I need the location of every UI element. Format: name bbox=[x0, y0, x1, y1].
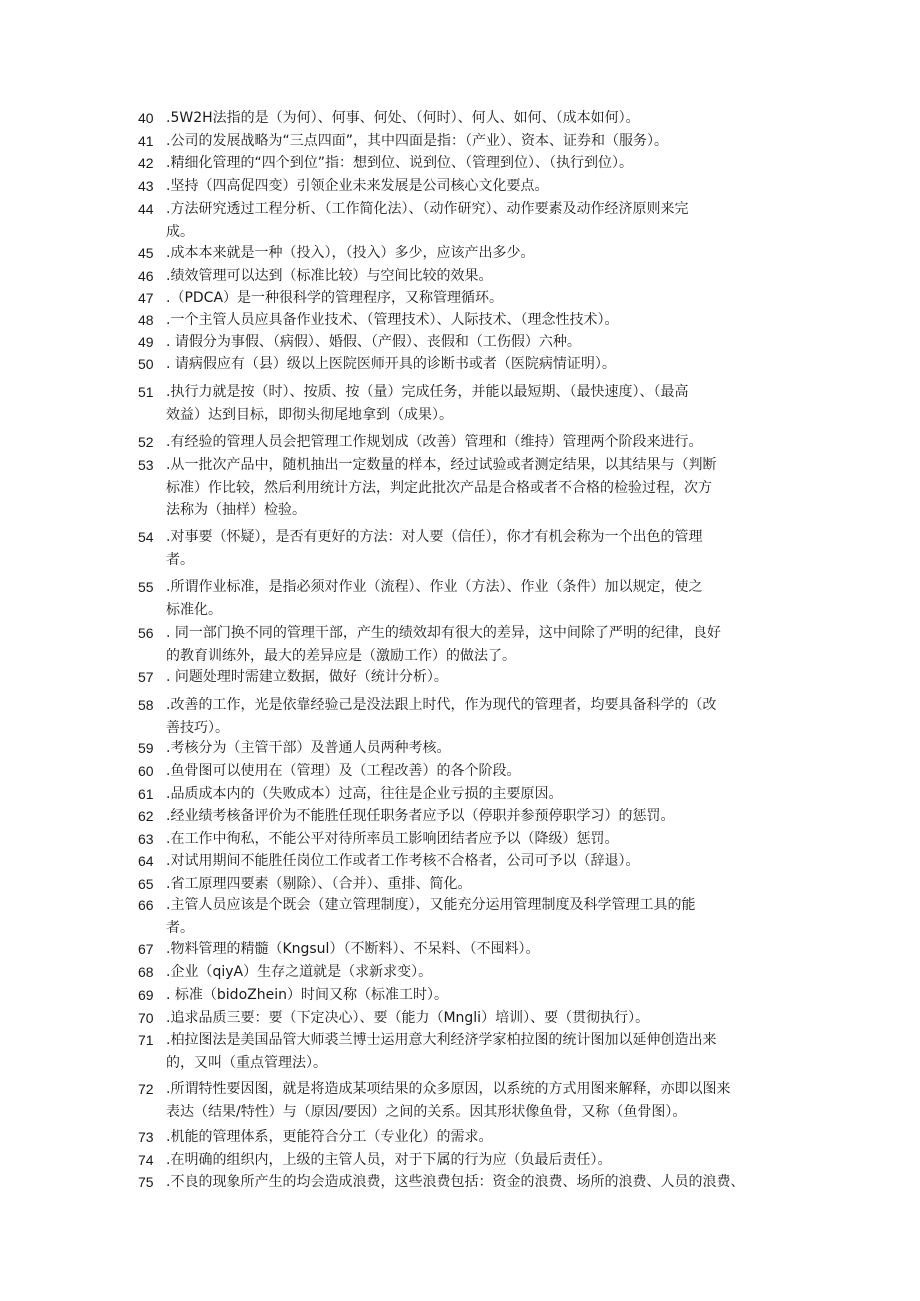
item-text: .改善的工作，光是依靠经验己是没法跟上时代，作为现代的管理者，均要具备科学的（改 善技巧）。 bbox=[166, 697, 717, 736]
item-number: 69 bbox=[138, 987, 154, 1003]
item-number: 55 bbox=[138, 579, 154, 595]
item-number: 49 bbox=[138, 334, 154, 350]
list-item bbox=[138, 984, 788, 1007]
item-text: . 请假分为事假、（病假）、婚假、（产假）、丧假和（工伤假）六种。 bbox=[166, 334, 581, 350]
item-number: 50 bbox=[138, 356, 154, 372]
list-item bbox=[138, 1078, 788, 1123]
item-text: .坚持（四高促四变）引领企业未来发展是公司核心文化要点。 bbox=[166, 178, 549, 194]
item-number: 57 bbox=[138, 669, 154, 685]
item-number: 46 bbox=[138, 268, 154, 284]
item-text: .（PDCA）是一种很科学的管理程序，又称管理循环。 bbox=[166, 290, 504, 306]
item-number: 48 bbox=[138, 312, 154, 328]
item-number: 41 bbox=[138, 133, 154, 149]
list-item bbox=[138, 576, 788, 621]
item-text: .执行力就是按（时）、按质、按（量）完成任务，并能以最短期、（最快速度）、（最高 效益）达到目标，即彻头彻尾地拿到（成果）。 bbox=[166, 384, 689, 423]
item-number: 61 bbox=[138, 786, 154, 802]
item-number: 51 bbox=[138, 384, 154, 400]
item-number: 54 bbox=[138, 529, 154, 545]
item-text: .在明确的组织内，上级的主管人员，对于下属的行为应（负最后责任）。 bbox=[166, 1152, 612, 1168]
item-number: 67 bbox=[138, 941, 154, 957]
item-number: 45 bbox=[138, 245, 154, 261]
item-number: 52 bbox=[138, 434, 154, 450]
item-number: 66 bbox=[138, 897, 154, 913]
item-text: .成本本来就是一种（投入），（投入）多少，应该产出多少。 bbox=[166, 245, 535, 261]
item-text: .柏拉图法是美国品管大师裘兰博士运用意大利经济学家柏拉图的统计图加以延伸创造出来 的，又叫（重点管理法）。 bbox=[166, 1032, 717, 1071]
item-text: .所谓作业标准，是指必须对作业（流程）、作业（方法）、作业（条件）加以规定，使之 标准化。 bbox=[166, 579, 703, 618]
item-text: .省工原理四要素（剔除）、（合并）、重排、简化。 bbox=[166, 876, 472, 892]
list-item bbox=[138, 805, 788, 828]
item-number: 73 bbox=[138, 1129, 154, 1145]
item-text: .品质成本内的（失败成本）过高，往往是企业亏损的主要原因。 bbox=[166, 786, 563, 802]
item-number: 53 bbox=[138, 457, 154, 473]
item-text: .企业（qiyA）生存之道就是（求新求变）。 bbox=[166, 964, 433, 980]
item-text: .机能的管理体系，更能符合分工（专业化）的需求。 bbox=[166, 1129, 493, 1145]
list-item bbox=[138, 431, 788, 454]
item-text: .对试用期间不能胜任岗位工作或者工作考核不合格者，公司可予以（辞退）。 bbox=[166, 853, 640, 869]
item-text: .鱼骨图可以使用在（管理）及（工程改善）的各个阶段。 bbox=[166, 763, 521, 779]
item-text: . 请病假应有（县）级以上医院医师开具的诊断书或者（医院病情证明）。 bbox=[166, 356, 616, 372]
item-number: 56 bbox=[138, 625, 154, 641]
list-item bbox=[138, 1029, 788, 1074]
list-item bbox=[138, 694, 788, 739]
list-item bbox=[138, 894, 788, 939]
list-item bbox=[138, 242, 788, 265]
item-text: .方法研究透过工程分析、（工作简化法）、（动作研究）、动作要素及动作经济原则来完 成。 bbox=[166, 201, 689, 240]
item-number: 74 bbox=[138, 1152, 154, 1168]
item-text: .不良的现象所产生的均会造成浪费，这些浪费包括：资金的浪费、场所的浪费、人员的浪费、 bbox=[166, 1174, 745, 1190]
list-item bbox=[138, 1149, 788, 1172]
list-item bbox=[138, 130, 788, 153]
item-text: .在工作中徇私，不能公平对待所率员工影响团结者应予以（降级）惩罚。 bbox=[166, 831, 619, 847]
list-item bbox=[138, 309, 788, 332]
list-item bbox=[138, 760, 788, 783]
list-item bbox=[138, 175, 788, 198]
item-number: 65 bbox=[138, 876, 154, 892]
list-item bbox=[138, 152, 788, 175]
item-text: .所谓特性要因图，就是将造成某项结果的众多原因，以系统的方式用图来解释，亦即以图来 表达（结果/特性）与（原因/要因）之间的关系。因其形状像鱼骨，又称（鱼骨图）。 bbox=[166, 1081, 731, 1120]
list-item bbox=[138, 873, 788, 896]
item-text: .追求品质三要：要（下定决心）、要（能力（Mngli）培训）、要（贯彻执行）。 bbox=[166, 1010, 650, 1026]
list-item bbox=[138, 1171, 788, 1194]
item-text: .从一批次产品中，随机抽出一定数量的样本，经过试验或者测定结果，以其结果与（判断 标准）作比较，然后利用统计方法，判定此批次产品是合格或者不合格的检验过程，次方 法称为（抽样）检验。 bbox=[166, 457, 717, 518]
item-number: 47 bbox=[138, 290, 154, 306]
list-item bbox=[138, 454, 788, 522]
list-item bbox=[138, 198, 788, 243]
item-text: .精细化管理的“四个到位”指：想到位、说到位、（管理到位）、（执行到位）。 bbox=[166, 155, 633, 171]
item-text: . 同一部门换不同的管理干部，产生的绩效却有很大的差异，这中间除了严明的纪律，良好 的教育训练外，最大的差异应是（激励工作）的做法了。 bbox=[166, 625, 721, 664]
item-text: .公司的发展战略为“三点四面”，其中四面是指：（产业）、资本、证券和（服务）。 bbox=[166, 133, 668, 149]
item-number: 75 bbox=[138, 1174, 154, 1190]
item-number: 60 bbox=[138, 763, 154, 779]
item-number: 71 bbox=[138, 1032, 154, 1048]
list-item bbox=[138, 828, 788, 851]
item-text: .绩效管理可以达到（标准比较）与空间比较的效果。 bbox=[166, 268, 493, 284]
list-item bbox=[138, 1126, 788, 1149]
item-text: .考核分为（主管干部）及普通人员两种考核。 bbox=[166, 740, 451, 756]
list-item bbox=[138, 107, 788, 130]
list-item bbox=[138, 783, 788, 806]
list-item bbox=[138, 381, 788, 426]
item-number: 63 bbox=[138, 831, 154, 847]
item-number: 59 bbox=[138, 740, 154, 756]
list-item bbox=[138, 287, 788, 310]
item-number: 64 bbox=[138, 853, 154, 869]
item-text: .一个主管人员应具备作业技术、（管理技术）、人际技术、（理念性技术）。 bbox=[166, 312, 619, 328]
item-number: 42 bbox=[138, 155, 154, 171]
list-item bbox=[138, 265, 788, 288]
list-item bbox=[138, 353, 788, 376]
list-item bbox=[138, 666, 788, 689]
item-number: 62 bbox=[138, 808, 154, 824]
item-text: . 标准（bidoZhein）时间又称（标准工时）。 bbox=[166, 987, 448, 1003]
list-item bbox=[138, 938, 788, 961]
item-number: 40 bbox=[138, 110, 154, 126]
list-item bbox=[138, 331, 788, 354]
list-item bbox=[138, 961, 788, 984]
list-item bbox=[138, 1007, 788, 1030]
item-text: .经业绩考核备评价为不能胜任现任职务者应予以（停职并参预停职学习）的惩罚。 bbox=[166, 808, 675, 824]
item-text: .5W2H法指的是（为何）、何事、何处、（何时）、何人、如何、（成本如何）。 bbox=[166, 110, 640, 126]
item-number: 58 bbox=[138, 697, 154, 713]
item-text: . 问题处理时需建立数据，做好（统计分析）。 bbox=[166, 669, 448, 685]
list-item bbox=[138, 526, 788, 571]
item-text: .对事要（怀疑），是否有更好的方法：对人要（信任），你才有机会称为一个出色的管理 者。 bbox=[166, 529, 703, 568]
list-item bbox=[138, 737, 788, 760]
list-item bbox=[138, 850, 788, 873]
item-number: 44 bbox=[138, 201, 154, 217]
item-number: 70 bbox=[138, 1010, 154, 1026]
item-text: .有经验的管理人员会把管理工作规划成（改善）管理和（维持）管理两个阶段来进行。 bbox=[166, 434, 703, 450]
list-item bbox=[138, 622, 788, 667]
item-text: .物料管理的精髓（Kngsul）（不断料）、不呆料、（不囤料）。 bbox=[166, 941, 540, 957]
item-number: 68 bbox=[138, 964, 154, 980]
item-number: 72 bbox=[138, 1081, 154, 1097]
item-number: 43 bbox=[138, 178, 154, 194]
item-text: .主管人员应该是个既会（建立管理制度），又能充分运用管理制度及科学管理工具的能 者。 bbox=[166, 897, 696, 936]
